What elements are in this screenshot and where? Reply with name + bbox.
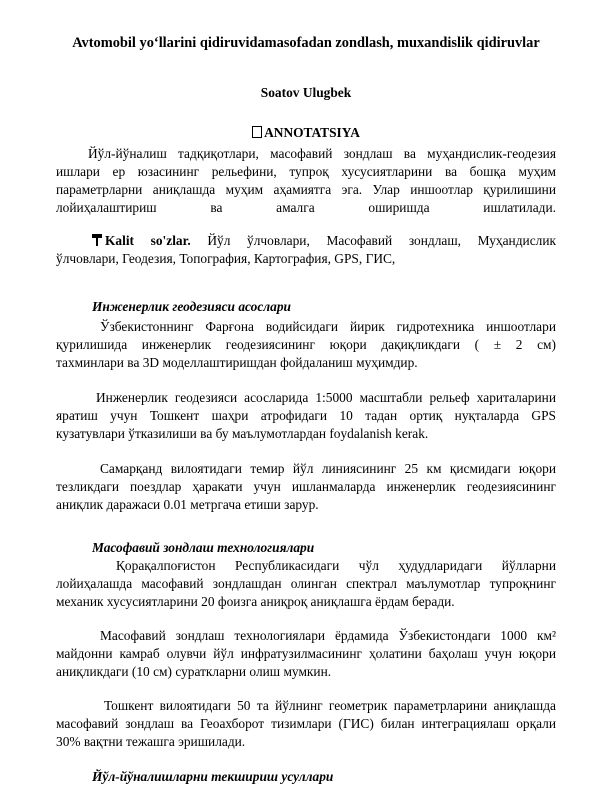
paragraph-line: Қорақалпоғистон Республикасидаги чўл ҳудудларидаги йўлларни [116,558,556,573]
paragraph-line: лойиҳалашда масофавий зондлашдан олинган спектрал маълумотлар тупроқнинг [56,576,556,591]
paragraph-line: тезликдаги поездлар ҳаракати учун ишланмаларда инженерлик геодезиясининг [56,479,556,494]
paragraph-line: Тошкент вилоятидаги 50 та йўлнинг геометрик параметрларини аниқлашда [104,698,556,713]
annotation-heading: ANNOTATSIYA [0,124,612,142]
keywords-label: Kalit so'zlar. [105,233,191,248]
paper-title: Avtomobil yo‘llarini qidiruvidamasofadan zondlash, muxandislik qidiruvlar [72,35,540,51]
paragraph-line: Ўзбекистоннинг Фарғона водийсидаги йирик гидротехника иншоотлари [100,319,556,334]
paragraph-line: тахминлари ва 3D моделлаштиришдан фойдаланиш муҳимдир. [56,355,418,370]
paragraph-line: аниқликдаги (10 см) сураткларни олиш мумкин. [56,664,332,679]
keywords-line: Kalit so'zlar. Йўл ўлчовлари, Масофавий зондлаш, Муҳандислик [92,232,556,249]
section-heading: Масофавий зондлаш технологиялари [92,540,315,555]
author-name: Soatov Ulugbek [260,85,352,100]
annotation-line: ишлари ер юзасининг рельефини, тупроқ хусусиятларини ва бошқа муҳим [56,164,556,179]
paragraph-line: Инженерлик геодезияси асосларида 1:5000 масштабли рельеф хариталарини [96,390,556,405]
pin-icon [92,234,102,246]
paragraph-line: қурилишида инженерлик геодезиясининг юқори дақиқликдаги ( ± 2 см) [56,337,556,352]
paragraph-line: кузатувлари ўтказилиши ва бу маълумотлардан foydalanish kerak. [56,426,429,441]
paragraph-line: механик хусусиятларини 20 фоизга аниқроқ аниқлашга ёрдам беради. [56,594,455,609]
section-heading: Йўл-йўналишларни текшириш усуллари [92,769,334,784]
paragraph-line: майдонни камраб олувчи йўл инфратузилмасининг ҳолатини баҳолаш учун юқори [56,646,556,661]
annotation-line: Йўл-йўналиш тадқиқотлари, масофавий зондлаш ва муҳандислик-геодезия [88,146,556,161]
annotation-line: параметрларни аниқлашда муҳим аҳамиятга эга. Улар иншоотлар қурилишини [56,182,556,197]
checkbox-glyph-icon [252,126,262,138]
annotation-line: лойиҳалаштириш ва амалга оширишда ишлатилади. [56,200,556,215]
section-heading: Инженерлик геодезияси асослари [92,299,291,314]
paragraph-line: аниқлик даражаси 0.01 метргача етиши зарур. [56,497,319,512]
keywords-line: ўлчовлари, Геодезия, Топография, Картография, GPS, ГИС, [56,251,396,266]
paragraph-line: 30% вақтни тежашга эришилади. [56,734,246,749]
paragraph-line: Самарқанд вилоятидаги темир йўл линиясининг 25 км қисмидаги юқори [100,461,556,476]
paragraph-line: яратиш учун Тошкент шаҳри атрофидаги 10 тадан ортиқ нуқталарда GPS [56,408,556,423]
paragraph-line: Масофавий зондлаш технологиялари ёрдамида Ўзбекистондаги 1000 км² [100,628,556,643]
paragraph-line: масофавий зондлаш ва Геоахборот тизимлари (ГИС) билан интеграциялаш орқали [56,716,556,731]
